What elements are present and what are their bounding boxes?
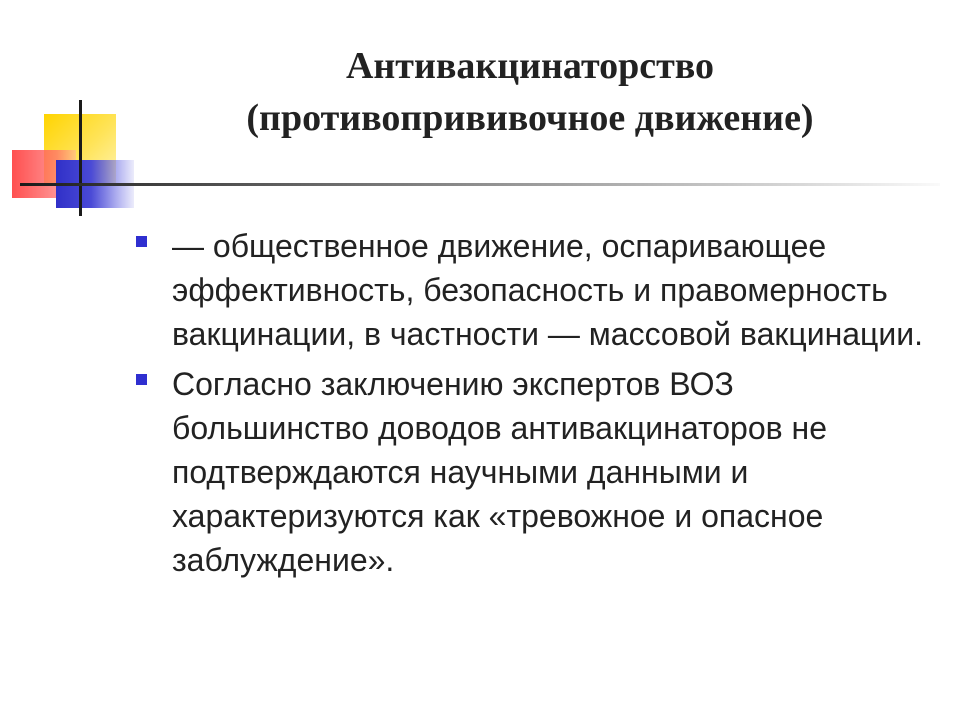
bullet-text: — общественное движение, оспаривающее эффективность, безопасность и правомерность вакцинации, в частности — массовой вакцинации. bbox=[172, 228, 923, 352]
decor-vertical-line bbox=[79, 100, 82, 216]
slide-title-line-1: Антивакцинаторство bbox=[345, 45, 715, 87]
square-bullet-icon bbox=[136, 374, 147, 385]
bullet-item bbox=[132, 362, 932, 582]
slide-title bbox=[150, 40, 910, 144]
bullet-text: Согласно заключению экспертов ВОЗ большинство доводов антивакцинаторов не подтверждаются научными данными и характеризуются как «тревожное и опасное заблуждение». bbox=[172, 366, 827, 578]
slide-title-line-2: (противопрививочное движение) bbox=[246, 97, 814, 139]
square-bullet-icon bbox=[136, 236, 147, 247]
title-underline bbox=[20, 183, 940, 186]
bullet-list bbox=[132, 224, 932, 588]
bullet-item bbox=[132, 224, 932, 356]
